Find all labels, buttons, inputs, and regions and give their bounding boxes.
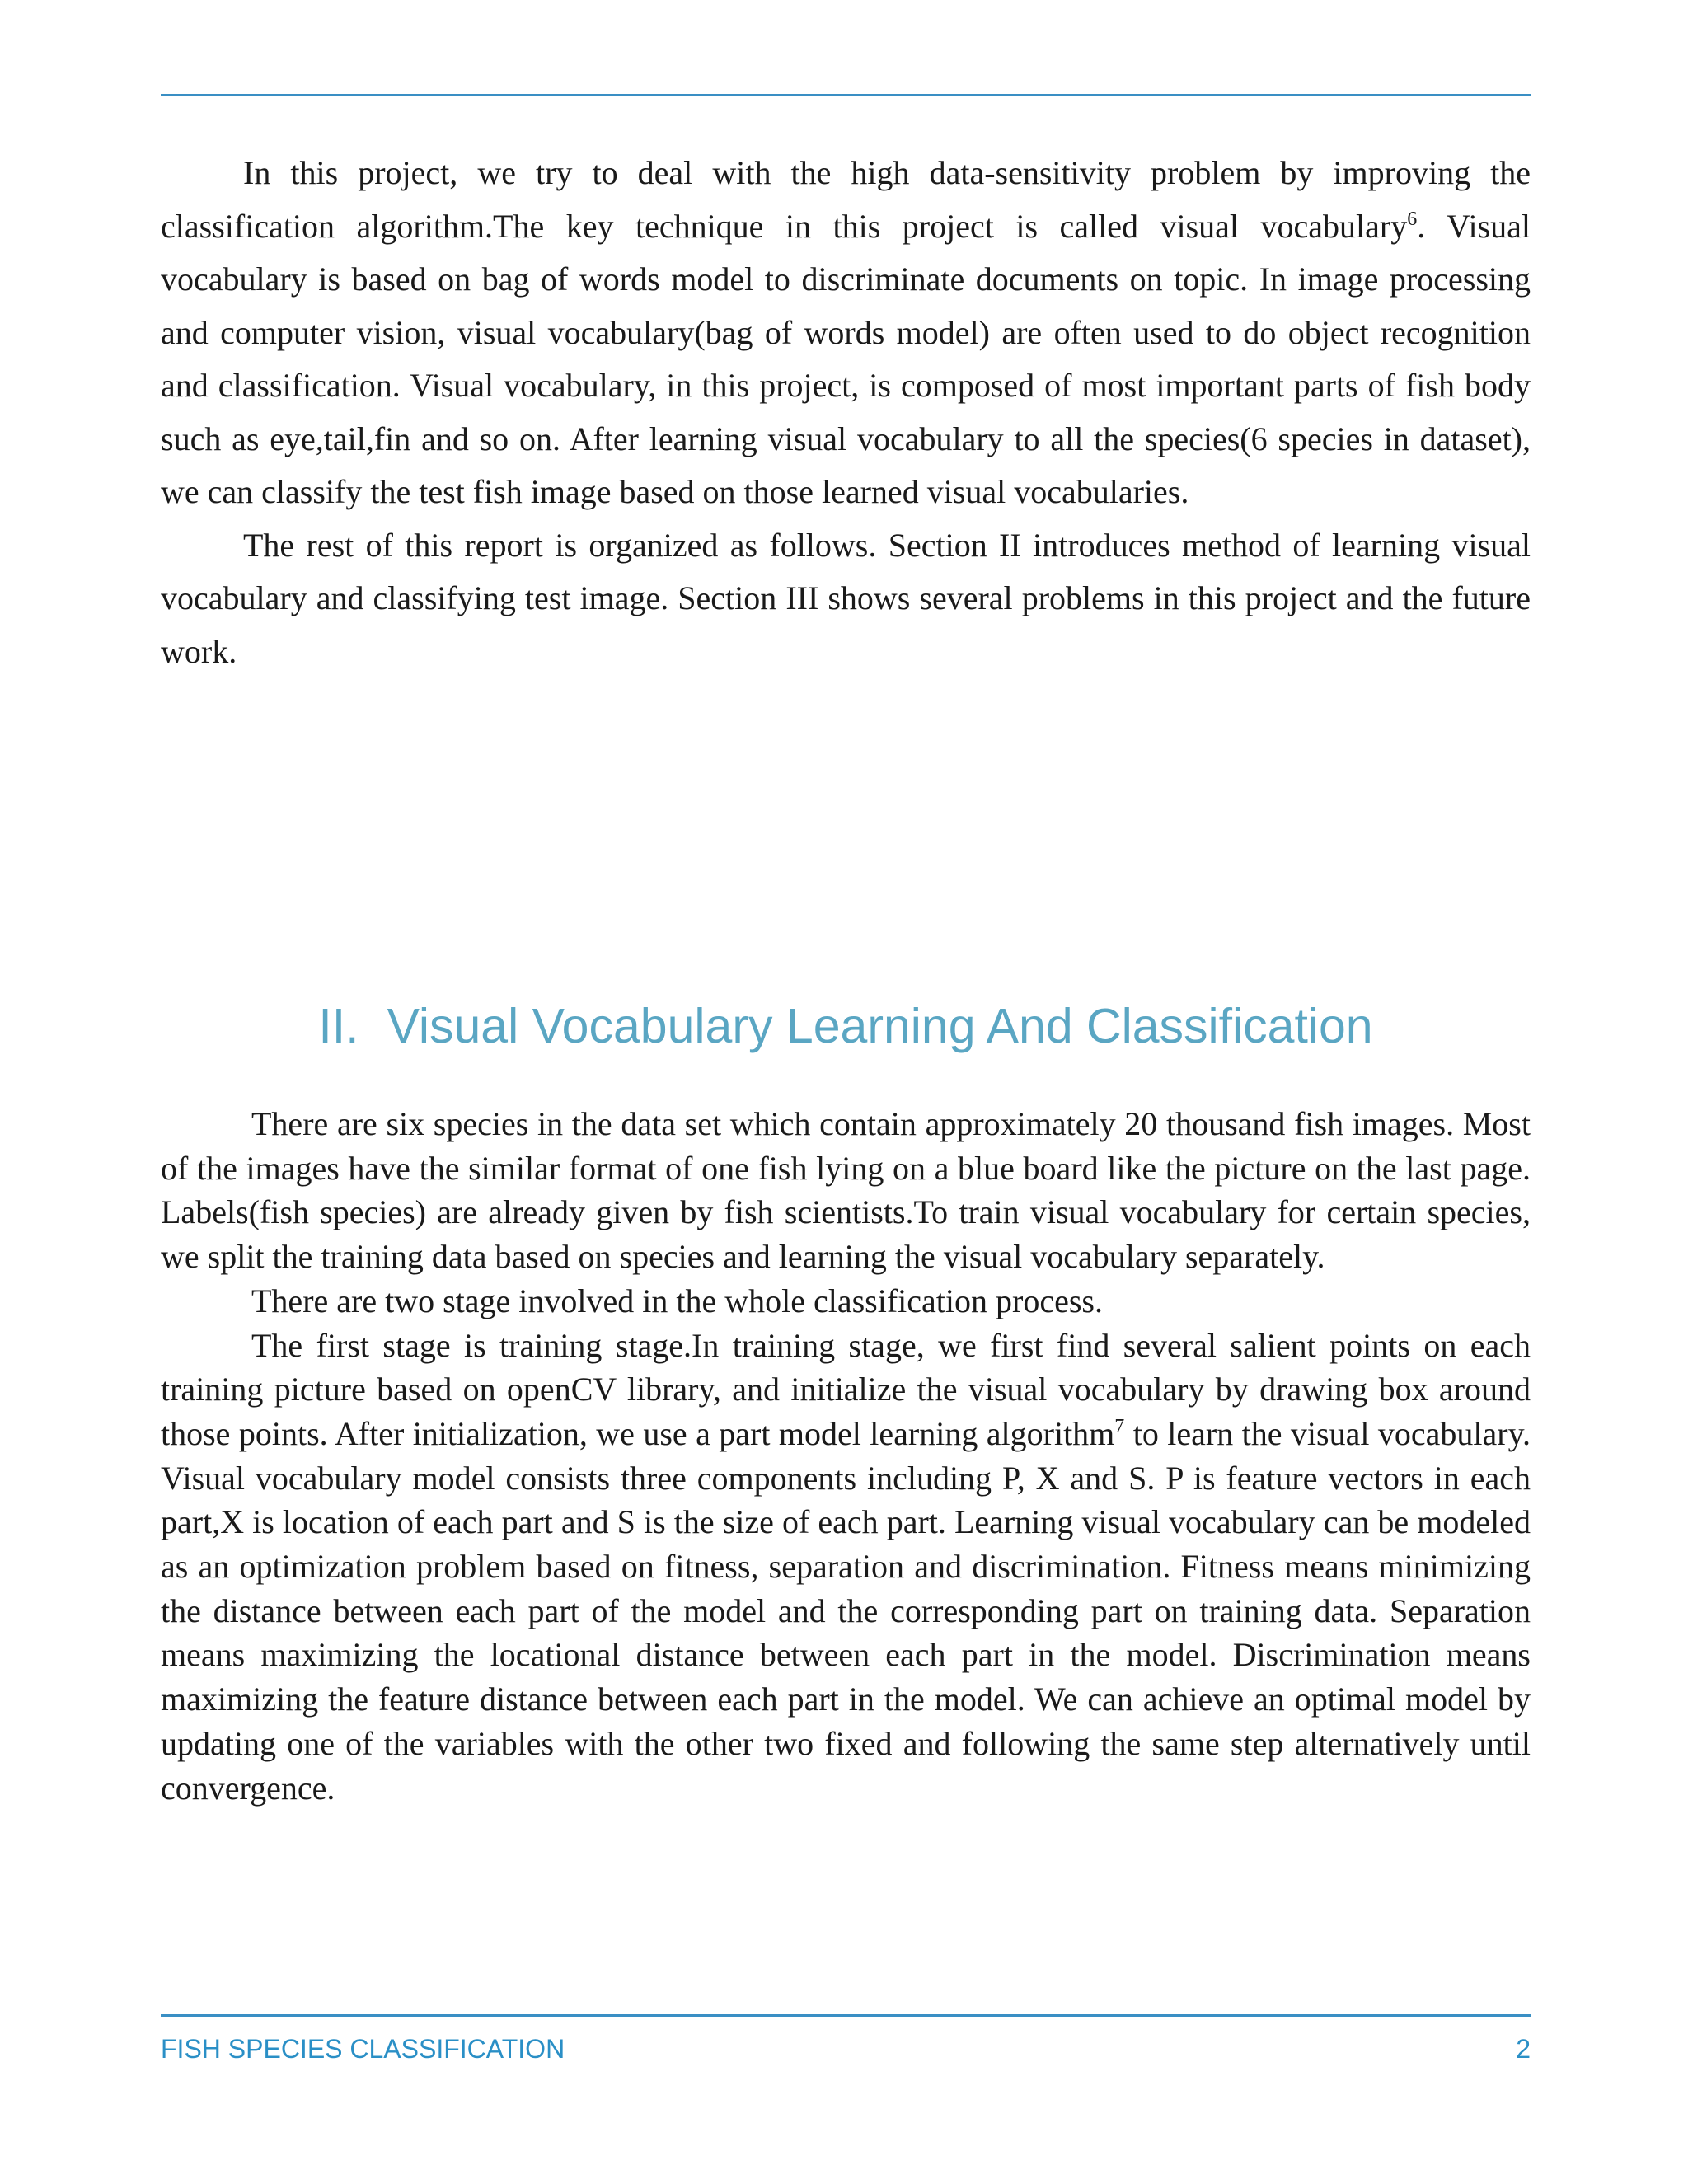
footnote-ref-6[interactable]: 6 — [1407, 208, 1418, 230]
body-paragraph-3-start: The first stage is training stage.In training stage, we first find several salient points on each training picture based on openCV library, and initialize the visual vocabulary by drawing box around those points. After initialization, we use a part model learning algorithm — [161, 1326, 1531, 1452]
footnote-ref-7[interactable]: 7 — [1114, 1415, 1125, 1437]
body-paragraph-3 — [161, 1324, 1531, 1811]
section-number: II. — [318, 999, 359, 1053]
footer-title: FISH SPECIES CLASSIFICATION — [161, 2034, 565, 2064]
footer-rule — [161, 2014, 1531, 2017]
body-paragraph-2: There are two stage involved in the whole classification process. — [251, 1282, 1103, 1319]
body-paragraph-1: There are six species in the data set which contain approximately 20 thousand fish images. Most of the images have the similar format of one fish lying on a blue board like the picture on the last page. Labels(fish species) are already given by fish scientists.To train visual vocabulary for certain species, we split the training data based on species and learning the visual vocabulary separately. — [161, 1105, 1531, 1276]
intro-text — [161, 147, 1531, 678]
intro-paragraph-2: The rest of this report is organized as follows. Section II introduces method of learning visual vocabulary and classifying test image. Section III shows several problems in this project and the future work. — [161, 526, 1531, 670]
header-rule — [161, 94, 1531, 96]
intro-paragraph-1-end: . Visual vocabulary is based on bag of words model to discriminate documents on topic. In image processing and computer vision, visual vocabulary(bag of words model) are often used to do object recognition and classification. Visual vocabulary, in this project, is composed of most important parts of fish body such as eye,tail,fin and so on. After learning visual vocabulary to all the species(6 species in dataset), we can classify the test fish image based on those learned visual vocabularies. — [161, 207, 1531, 510]
section-heading — [161, 993, 1531, 1059]
section-title: Visual Vocabulary Learning And Classification — [387, 999, 1373, 1053]
section-body — [161, 1102, 1531, 1810]
intro-paragraph-1-start: In this project, we try to deal with the high data-sensitivity problem by improving the classification algorithm.The key technique in this project is called visual vocabulary — [161, 154, 1531, 245]
intro-paragraph-1 — [161, 147, 1531, 519]
page-footer — [161, 2031, 1531, 2067]
page-number: 2 — [1516, 2034, 1531, 2064]
body-paragraph-3-end: to learn the visual vocabulary. Visual vocabulary model consists three components including P, X and S. P is feature vectors in each part,X is location of each part and S is the size of each part. Learning visual vocabulary can be modeled as an optimization problem based on fitness, separation and discrimination. Fitness means minimizing the distance between each part of the model and the corresponding part on training data. Separation means maximizing the locational distance between each part in the model. Discrimination means maximizing the feature distance between each part in the model. We can achieve an optimal model by updating one of the variables with the other two fixed and following the same step alternatively until convergence. — [161, 1414, 1531, 1807]
